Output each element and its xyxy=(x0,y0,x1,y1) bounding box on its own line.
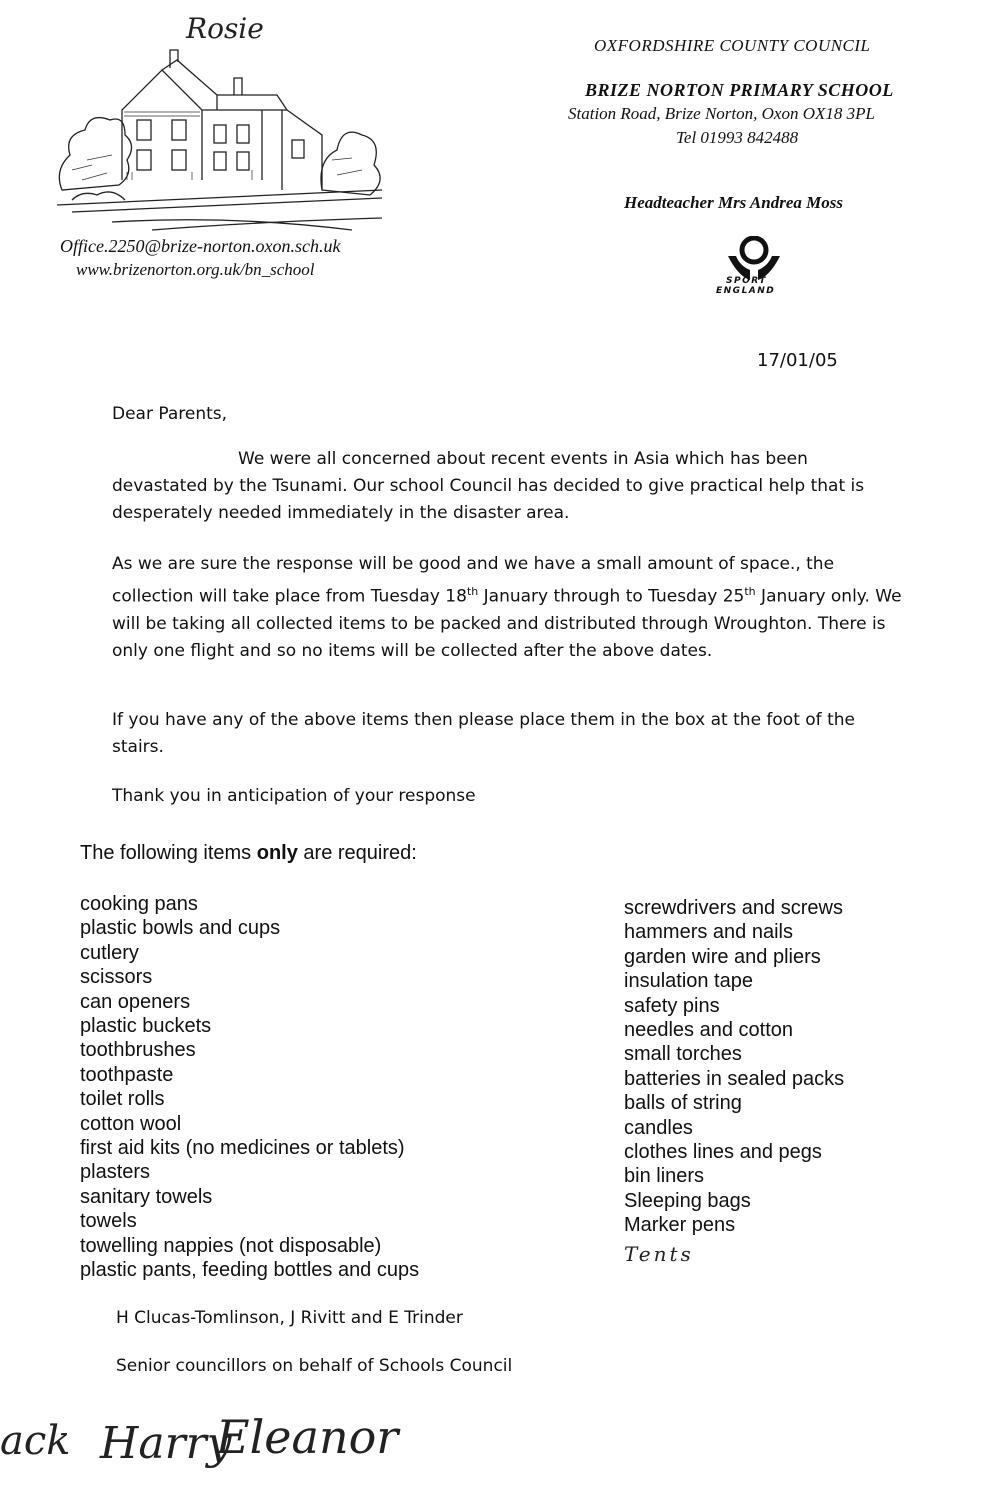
items-list-right xyxy=(624,896,844,1238)
list-item: plastic pants, feeding bottles and cups xyxy=(80,1259,420,1282)
list-item: safety pins xyxy=(624,994,720,1017)
items-list-left xyxy=(80,892,419,1283)
list-intro-before: The following items xyxy=(80,842,257,864)
school-telephone: Tel 01993 842488 xyxy=(676,128,799,147)
list-item: screwdrivers and screws xyxy=(624,897,843,919)
list-item: first aid kits (no medicines or tablets) xyxy=(80,1137,405,1160)
list-item: garden wire and pliers xyxy=(624,945,821,968)
list-item: candles xyxy=(624,1116,693,1139)
list-item: scissors xyxy=(80,966,153,989)
list-item: can openers xyxy=(80,990,191,1013)
list-item: Sleeping bags xyxy=(624,1189,751,1212)
list-item: towelling nappies (not disposable) xyxy=(80,1234,382,1257)
paragraph-1 xyxy=(112,446,902,527)
signature-3: Eleanor xyxy=(216,1410,399,1464)
list-item: toothbrushes xyxy=(80,1039,196,1062)
ordinal-suffix-1: th xyxy=(466,585,479,598)
school-name: BRIZE NORTON PRIMARY SCHOOL xyxy=(585,80,894,100)
sport-england-emblem-icon xyxy=(708,236,800,280)
signatories-role: Senior councillors on behalf of Schools Council xyxy=(116,1356,513,1376)
list-item: cotton wool xyxy=(80,1112,182,1135)
list-item: Marker pens xyxy=(624,1214,736,1237)
letter-date: 17/01/05 xyxy=(757,350,838,371)
closing-line: Thank you in anticipation of your response xyxy=(112,786,476,806)
list-item: toilet rolls xyxy=(80,1088,165,1111)
list-item: small torches xyxy=(624,1043,742,1066)
paragraph-1-text: We were all concerned about recent events in Asia which has been devastated by the Tsunami. Our school Council has decided to give practical help that is desperately needed immediately in the disaster area. xyxy=(112,449,865,523)
list-item: towels xyxy=(80,1210,137,1233)
signature-1: ack xyxy=(0,1418,71,1464)
list-item: toothpaste xyxy=(80,1063,174,1086)
list-item: hammers and nails xyxy=(624,921,793,944)
school-building-illustration xyxy=(52,40,388,235)
list-item: plastic bowls and cups xyxy=(80,917,281,940)
handwritten-name: Rosie xyxy=(186,12,264,45)
list-item: batteries in sealed packs xyxy=(624,1067,845,1090)
paragraph-2-part-b: January through to Tuesday 25 xyxy=(478,586,745,607)
salutation: Dear Parents, xyxy=(112,404,228,424)
paragraph-2-part-c: January only. We will be taking all collected items to be packed and distributed through Wroughton. There is only one flight and so no items will be collected after the above dates. xyxy=(112,586,902,661)
list-item: bin liners xyxy=(624,1165,705,1188)
ordinal-suffix-2: th xyxy=(744,585,756,598)
sport-logo-line2: ENGLAND xyxy=(716,286,776,296)
signature-2: Harry xyxy=(100,1418,232,1469)
school-website: www.brizenorton.org.uk/bn_school xyxy=(76,260,315,279)
school-address: Station Road, Brize Norton, Oxon OX18 3PL xyxy=(568,104,875,123)
list-item: plasters xyxy=(80,1161,151,1184)
list-item: insulation tape xyxy=(624,970,753,993)
school-email: Office.2250@brize-norton.oxon.sch.uk xyxy=(60,236,341,256)
paragraph-3-text: If you have any of the above items then please place them in the box at the foot of the stairs. xyxy=(112,710,855,757)
paragraph-2-part-a: As we are sure the response will be good and we have a small amount of space., the collection will take place from Tuesday 18 xyxy=(112,554,835,607)
paragraph-3 xyxy=(112,707,902,761)
list-item: clothes lines and pegs xyxy=(624,1141,822,1164)
council-name: OXFORDSHIRE COUNTY COUNCIL xyxy=(594,36,871,55)
list-intro-after: are required: xyxy=(297,842,417,864)
list-intro xyxy=(80,842,417,865)
list-item: cooking pans xyxy=(80,893,198,915)
headteacher-name: Headteacher Mrs Andrea Moss xyxy=(624,193,843,212)
list-item: plastic buckets xyxy=(80,1015,212,1038)
list-item: sanitary towels xyxy=(80,1185,213,1208)
list-item: cutlery xyxy=(80,941,139,964)
list-item: balls of string xyxy=(624,1092,742,1115)
sport-england-logo xyxy=(708,236,800,314)
signatories: H Clucas-Tomlinson, J Rivitt and E Trinder xyxy=(116,1308,463,1328)
list-intro-emphasis: only xyxy=(256,842,298,864)
paragraph-2 xyxy=(112,551,902,665)
handwritten-item: Tents xyxy=(624,1242,694,1266)
sport-logo-line1: SPORT xyxy=(726,276,767,286)
list-item: needles and cotton xyxy=(624,1019,794,1042)
